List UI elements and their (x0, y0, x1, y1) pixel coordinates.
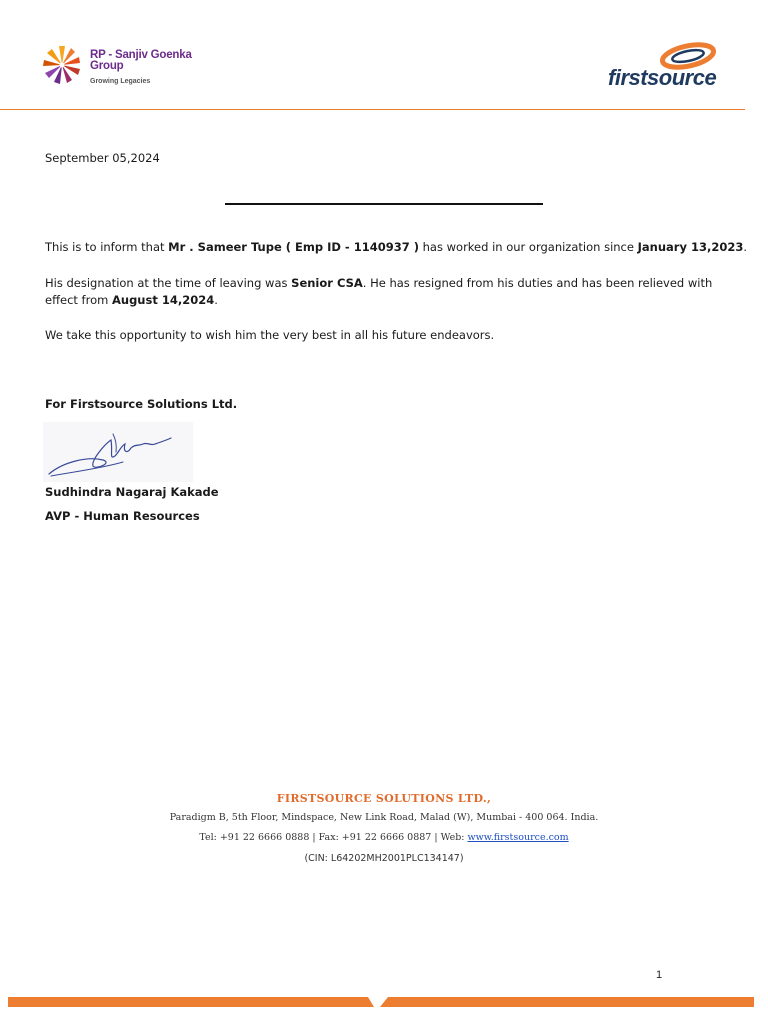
footer-contact: Tel: +91 22 6666 0888 | Fax: +91 22 6666 0887 | Web: www.firstsource.com (199, 832, 569, 843)
rpsg-group-logo (42, 42, 202, 92)
group-name: RP - Sanjiv Goenka Group (90, 49, 192, 72)
designation: Senior CSA (291, 276, 363, 290)
header-divider (0, 109, 745, 110)
paragraph-wishes: We take this opportunity to wish him the very best in all his future endeavors. (45, 328, 495, 342)
firstsource-logo (604, 42, 724, 94)
handwritten-signature (43, 422, 193, 482)
paragraph-designation: His designation at the time of leaving was Senior CSA. He has resigned from his duties and has been relieved with effect from August 14,2024. (45, 276, 713, 307)
rpsg-sunburst-icon (42, 44, 86, 84)
relieve-date: August 14,2024 (111, 293, 215, 307)
website-link[interactable]: www.firstsource.com (467, 832, 569, 843)
signer-name: Sudhindra Nagaraj Kakade (45, 485, 219, 499)
footer-address: Paradigm B, 5th Floor, Mindspace, New Link Road, Malad (W), Mumbai - 400 064. India. (169, 812, 599, 823)
paragraph-employment: This is to inform that Mr . Sameer Tupe ( Emp ID - 1140937 ) has worked in our organization since January 13,2023. (45, 240, 747, 254)
letter-date: September 05,2024 (45, 151, 160, 165)
footer-cin: (CIN: L64202MH2001PLC134147) (304, 853, 464, 864)
footer-orange-band (8, 996, 754, 1008)
firstsource-wordmark: firstsource (608, 65, 717, 90)
title-underline (225, 203, 543, 205)
group-tagline: Growing Legacies (90, 78, 151, 85)
footer-company-name: FIRSTSOURCE SOLUTIONS LTD., (276, 792, 492, 805)
join-date: January 13,2023 (637, 240, 744, 254)
signer-title: AVP - Human Resources (45, 509, 200, 523)
employee-name: Mr . Sameer Tupe ( Emp ID - 1140937 ) (168, 240, 419, 254)
for-company-line: For Firstsource Solutions Ltd. (45, 397, 238, 411)
page-number: 1 (656, 969, 663, 981)
